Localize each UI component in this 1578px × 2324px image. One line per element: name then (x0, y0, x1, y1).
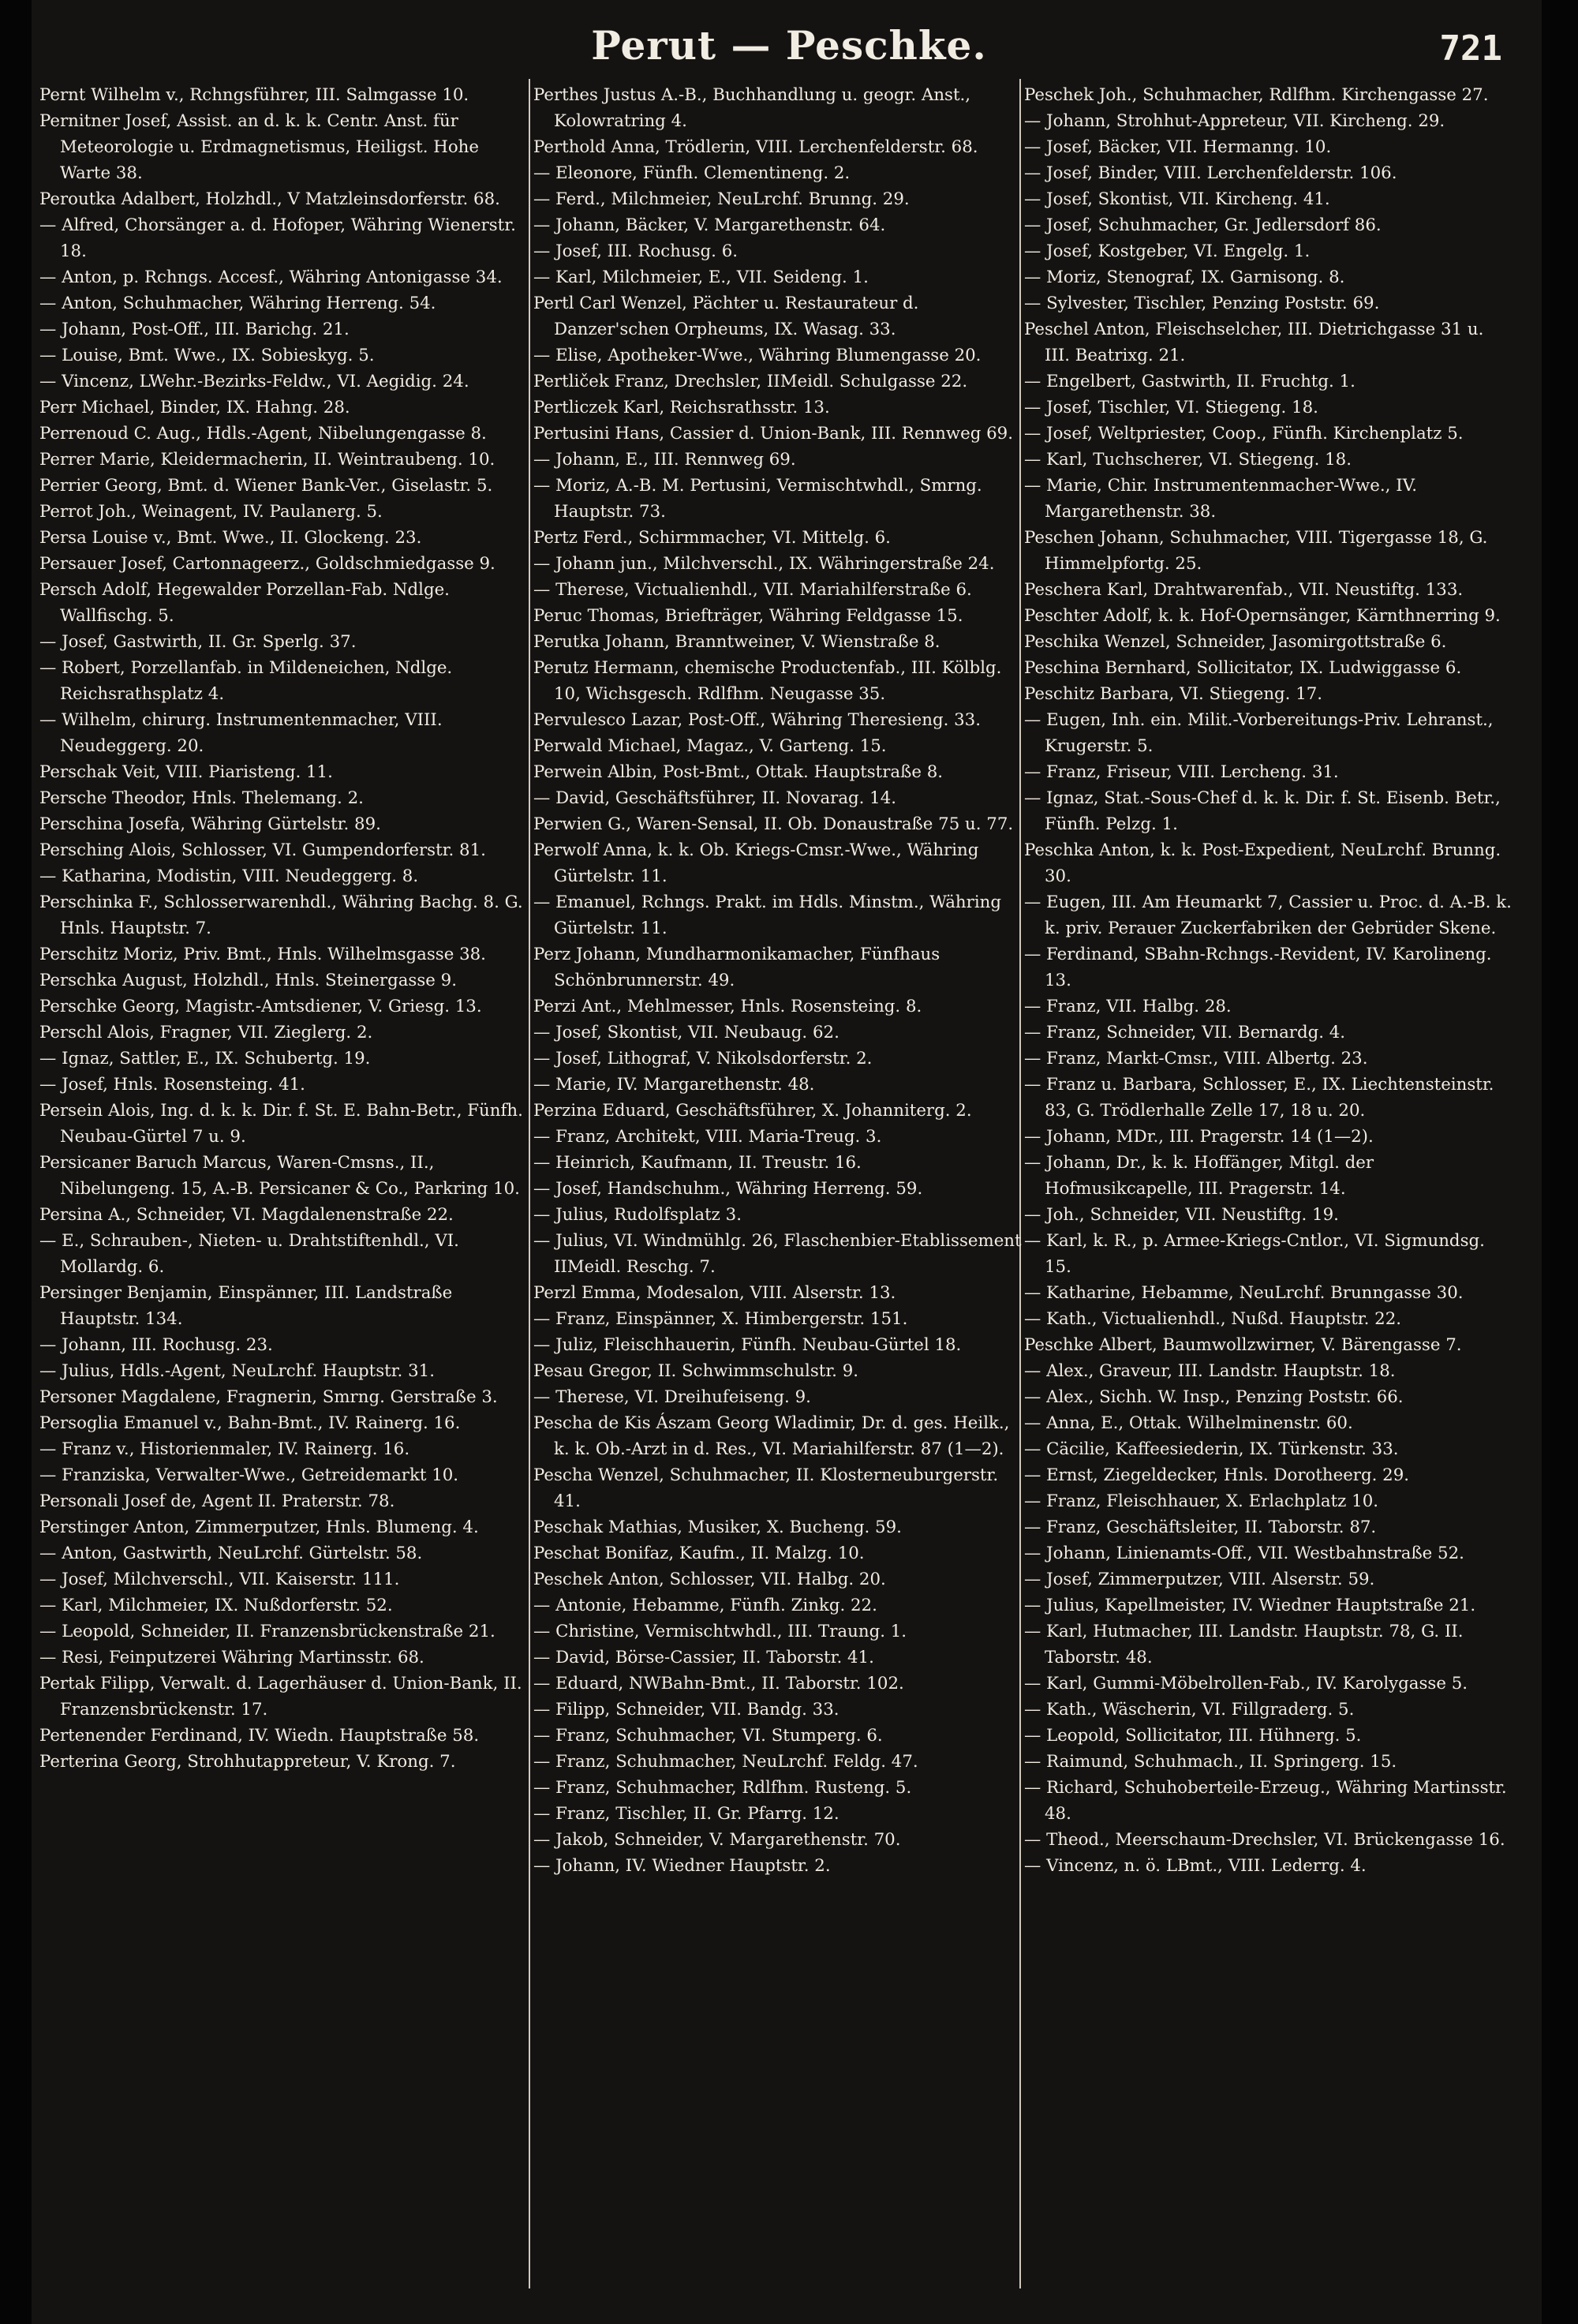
directory-entry: — Louise, Bmt. Wwe., IX. Sobieskyg. 5. (39, 346, 375, 365)
directory-entry: — Josef, Milchverschl., VII. Kaiserstr. 111. (39, 1570, 400, 1589)
directory-entry: — Franz, Geschäftsleiter, II. Taborstr. 87. (1024, 1518, 1377, 1537)
directory-entry: — Anna, E., Ottak. Wilhelminenstr. 60. (1024, 1413, 1353, 1433)
directory-entry: Pesau Gregor, II. Schwimmschulstr. 9. (533, 1361, 859, 1381)
directory-entry: Peschter Adolf, k. k. Hof-Opernsänger, Kärnthnerring 9. (1024, 606, 1501, 626)
directory-entry: — Josef, Binder, VIII. Lerchenfelderstr. 106. (1024, 163, 1397, 183)
directory-entry: — Franz u. Barbara, Schlosser, E., IX. Liechtensteinstr. 83, G. Trödlerhalle Zelle 17, 18 u. 20. (1024, 1075, 1494, 1121)
directory-entry: — Johann, E., III. Rennweg 69. (533, 450, 796, 470)
directory-entry: — Eugen, Inh. ein. Milit.-Vorbereitungs-Priv. Lehranst., Krugerstr. 5. (1024, 710, 1494, 756)
directory-entry: — David, Börse-Cassier, II. Taborstr. 41. (533, 1648, 874, 1667)
directory-entry: — Leopold, Schneider, II. Franzensbrückenstraße 21. (39, 1622, 495, 1641)
directory-entry: — Josef, Weltpriester, Coop., Fünfh. Kirchenplatz 5. (1024, 424, 1464, 443)
directory-entry: — Josef, Lithograf, V. Nikolsdorferstr. 2. (533, 1049, 873, 1068)
directory-entry: Peschen Johann, Schuhmacher, VIII. Tigergasse 18, G. Himmelpfortg. 25. (1024, 528, 1488, 574)
directory-entry: — Christine, Vermischtwhdl., III. Traung. 1. (533, 1622, 907, 1641)
directory-entry: — Franz, VII. Halbg. 28. (1024, 997, 1232, 1016)
directory-entry: — Eduard, NWBahn-Bmt., II. Taborstr. 102. (533, 1674, 904, 1693)
directory-entry: — Franz, Markt-Cmsr., VIII. Albertg. 23. (1024, 1049, 1368, 1068)
directory-entry: Perrer Marie, Kleidermacherin, II. Weintraubeng. 10. (39, 450, 495, 470)
directory-entry: — Sylvester, Tischler, Penzing Poststr. 69. (1024, 294, 1380, 313)
directory-entry: — Anton, Gastwirth, NeuLrchf. Gürtelstr. 58. (39, 1544, 423, 1563)
directory-entry: — Karl, Hutmacher, III. Landstr. Hauptstr. 78, G. II. Taborstr. 48. (1024, 1622, 1464, 1667)
page-header (0, 0, 1578, 79)
directory-entry: — Ferdinand, SBahn-Rchngs.-Revident, IV. Karolineng. 13. (1024, 945, 1492, 990)
directory-entry: Pertliček Franz, Drechsler, IIMeidl. Schulgasse 22. (533, 372, 968, 391)
page-number: 721 (1439, 28, 1502, 69)
directory-entry: — Julius, Hdls.-Agent, NeuLrchf. Hauptstr. 31. (39, 1361, 435, 1381)
directory-entry: Perthes Justus A.-B., Buchhandlung u. geogr. Anst., Kolowratring 4. (533, 85, 971, 131)
directory-column-2 (533, 82, 1023, 2292)
directory-entry: Pertak Filipp, Verwalt. d. Lagerhäuser d. Union-Bank, II. Franzensbrückenstr. 17. (39, 1674, 522, 1720)
directory-entry: — Leopold, Sollicitator, III. Hühnerg. 5. (1024, 1726, 1362, 1746)
directory-entry: Persching Alois, Schlosser, VI. Gumpendorferstr. 81. (39, 840, 486, 860)
directory-entry: — Juliz, Fleischhauerin, Fünfh. Neubau-Gürtel 18. (533, 1335, 962, 1355)
directory-entry: — Eugen, III. Am Heumarkt 7, Cassier u. Proc. d. A.-B. k. k. priv. Perauer Zuckerfabriken der Gebrüder Skene. (1024, 893, 1512, 938)
directory-column-3 (1024, 82, 1513, 2292)
directory-entry: Persein Alois, Ing. d. k. k. Dir. f. St. E. Bahn-Betr., Fünfh. Neubau-Gürtel 7 u. 9. (39, 1101, 523, 1147)
directory-entry: — Cäcilie, Kaffeesiederin, IX. Türkenstr. 33. (1024, 1439, 1399, 1459)
directory-entry: — Theod., Meerschaum-Drechsler, VI. Brückengasse 16. (1024, 1830, 1505, 1850)
directory-entry: — Resi, Feinputzerei Währing Martinsstr. 68. (39, 1648, 424, 1667)
directory-entry: Perschitz Moriz, Priv. Bmt., Hnls. Wilhelmsgasse 38. (39, 945, 486, 964)
directory-entry: Perwald Michael, Magaz., V. Garteng. 15. (533, 736, 887, 756)
directory-entry: Perutz Hermann, chemische Productenfab., III. Kölblg. 10, Wichsgesch. Rdlfhm. Neugasse 35. (533, 658, 1002, 704)
directory-entry: Personali Josef de, Agent II. Praterstr. 78. (39, 1491, 395, 1511)
directory-entry: Peruc Thomas, Briefträger, Währing Feldgasse 15. (533, 606, 963, 626)
directory-entry: — Johann, III. Rochusg. 23. (39, 1335, 273, 1355)
directory-entry: Perthold Anna, Trödlerin, VIII. Lerchenfelderstr. 68. (533, 137, 978, 157)
directory-entry: Perwien G., Waren-Sensal, II. Ob. Donaustraße 75 u. 77. (533, 814, 1014, 834)
directory-entry: Perwein Albin, Post-Bmt., Ottak. Hauptstraße 8. (533, 762, 944, 782)
directory-entry: — Julius, Rudolfsplatz 3. (533, 1205, 742, 1225)
directory-entry: — Joh., Schneider, VII. Neustiftg. 19. (1024, 1205, 1339, 1225)
directory-entry: — Josef, Kostgeber, VI. Engelg. 1. (1024, 241, 1311, 261)
directory-entry: — Katharina, Modistin, VIII. Neudeggerg. 8. (39, 866, 419, 886)
directory-entry: — Johann, Linienamts-Off., VII. Westbahnstraße 52. (1024, 1544, 1464, 1563)
directory-entry: Perzi Ant., Mehlmesser, Hnls. Rosensteing. 8. (533, 997, 922, 1016)
directory-entry: — Vincenz, LWehr.-Bezirks-Feldw., VI. Aegidig. 24. (39, 372, 469, 391)
directory-entry: — Alex., Sichh. W. Insp., Penzing Poststr. 66. (1024, 1387, 1404, 1407)
directory-entry: Pernt Wilhelm v., Rchngsführer, III. Salmgasse 10. (39, 85, 469, 105)
directory-entry: — Ignaz, Sattler, E., IX. Schubertg. 19. (39, 1049, 371, 1068)
directory-entry: — Ferd., Milchmeier, NeuLrchf. Brunng. 29. (533, 189, 910, 209)
directory-entry: Persoglia Emanuel v., Bahn-Bmt., IV. Rainerg. 16. (39, 1413, 461, 1433)
directory-entry: — Alex., Graveur, III. Landstr. Hauptstr. 18. (1024, 1361, 1396, 1381)
directory-entry: Persch Adolf, Hegewalder Porzellan-Fab. Ndlge. Wallfischg. 5. (39, 580, 450, 626)
directory-entry: — Robert, Porzellanfab. in Mildeneichen, Ndlge. Reichsrathsplatz 4. (39, 658, 453, 704)
directory-entry: — Johann jun., Milchverschl., IX. Währingerstraße 24. (533, 554, 995, 574)
directory-entry: — Franziska, Verwalter-Wwe., Getreidemarkt 10. (39, 1465, 459, 1485)
directory-entry: Perschke Georg, Magistr.-Amtsdiener, V. Griesg. 13. (39, 997, 482, 1016)
directory-entry: — Katharine, Hebamme, NeuLrchf. Brunngasse 30. (1024, 1283, 1464, 1303)
directory-entry: — Ernst, Ziegeldecker, Hnls. Dorotheerg. 29. (1024, 1465, 1410, 1485)
directory-entry: — Moriz, A.-B. M. Pertusini, Vermischtwhdl., Smrng. Hauptstr. 73. (533, 476, 982, 522)
directory-entry: — Ignaz, Stat.-Sous-Chef d. k. k. Dir. f. St. Eisenb. Betr., Fünfh. Pelzg. 1. (1024, 788, 1501, 834)
directory-entry: — Josef, Handschuhm., Währing Herreng. 59. (533, 1179, 923, 1199)
directory-entry: Persicaner Baruch Marcus, Waren-Cmsns., II., Nibelungeng. 15, A.-B. Persicaner & Co., Parkring 10. (39, 1153, 520, 1199)
directory-entry: — Marie, IV. Margarethenstr. 48. (533, 1075, 815, 1095)
directory-entry: — Karl, Milchmeier, E., VII. Seideng. 1. (533, 268, 869, 287)
directory-entry: Peschera Karl, Drahtwarenfab., VII. Neustiftg. 133. (1024, 580, 1464, 600)
directory-entry: — Antonie, Hebamme, Fünfh. Zinkg. 22. (533, 1596, 877, 1615)
directory-entry: Pertenender Ferdinand, IV. Wiedn. Hauptstraße 58. (39, 1726, 480, 1746)
directory-entry: — Franz v., Historienmaler, IV. Rainerg. 16. (39, 1439, 410, 1459)
directory-entry: Perschl Alois, Fragner, VII. Zieglerg. 2. (39, 1023, 373, 1042)
directory-entry: — Julius, VI. Windmühlg. 26, Flaschenbier-Etablissement IIMeidl. Reschg. 7. (533, 1231, 1022, 1277)
directory-entry: Perz Johann, Mundharmonikamacher, Fünfhaus Schönbrunnerstr. 49. (533, 945, 940, 990)
directory-entry: — Johann, Strohhut-Appreteur, VII. Kircheng. 29. (1024, 111, 1445, 131)
directory-entry: — Jakob, Schneider, V. Margarethenstr. 70. (533, 1830, 901, 1850)
directory-entry: — E., Schrauben-, Nieten- u. Drahtstiftenhdl., VI. Mollardg. 6. (39, 1231, 459, 1277)
directory-entry: Pervulesco Lazar, Post-Off., Währing Theresieng. 33. (533, 710, 981, 730)
directory-entry: Peschat Bonifaz, Kaufm., II. Malzg. 10. (533, 1544, 865, 1563)
directory-entry: — David, Geschäftsführer, II. Novarag. 14. (533, 788, 897, 808)
directory-entry: — Kath., Wäscherin, VI. Fillgraderg. 5. (1024, 1700, 1355, 1720)
directory-entry: — Johann, Post-Off., III. Barichg. 21. (39, 320, 350, 339)
directory-entry: — Johann, Dr., k. k. Hoffänger, Mitgl. der Hofmusikcapelle, III. Pragerstr. 14. (1024, 1153, 1374, 1199)
directory-entry: — Josef, Schuhmacher, Gr. Jedlersdorf 86. (1024, 215, 1382, 235)
directory-entry: Pernitner Josef, Assist. an d. k. k. Centr. Anst. für Meteorologie u. Erdmagnetismus, Heiligst. Hohe Warte 38. (39, 111, 479, 183)
directory-entry: Pertl Carl Wenzel, Pächter u. Restaurateur d. Danzer'schen Orpheums, IX. Wasag. 33. (533, 294, 919, 339)
directory-entry: — Therese, Victualienhdl., VII. Mariahilferstraße 6. (533, 580, 972, 600)
directory-entry: — Franz, Tischler, II. Gr. Pfarrg. 12. (533, 1804, 839, 1824)
directory-entry: Perrot Joh., Weinagent, IV. Paulanerg. 5. (39, 502, 383, 522)
scan-right-edge (1542, 0, 1578, 2324)
directory-entry: Peschke Albert, Baumwollzwirner, V. Bärengasse 7. (1024, 1335, 1462, 1355)
directory-entry: — Wilhelm, chirurg. Instrumentenmacher, VIII. Neudeggerg. 20. (39, 710, 443, 756)
directory-entry: Perr Michael, Binder, IX. Hahng. 28. (39, 398, 350, 417)
directory-entry: Peschka Anton, k. k. Post-Expedient, NeuLrchf. Brunng. 30. (1024, 840, 1501, 886)
directory-entry: Peschina Bernhard, Sollicitator, IX. Ludwiggasse 6. (1024, 658, 1462, 678)
directory-entry: — Marie, Chir. Instrumentenmacher-Wwe., IV. Margarethenstr. 38. (1024, 476, 1418, 522)
directory-entry: — Franz, Architekt, VIII. Maria-Treug. 3. (533, 1127, 882, 1147)
directory-entry: — Elise, Apotheker-Wwe., Währing Blumengasse 20. (533, 346, 982, 365)
directory-entry: Pescha de Kis Ászam Georg Wladimir, Dr. d. ges. Heilk., k. k. Ob.-Arzt in d. Res., VI. Mariahilferstr. 87 (1—2). (533, 1413, 1010, 1459)
directory-entry: Perrier Georg, Bmt. d. Wiener Bank-Ver., Giselastr. 5. (39, 476, 493, 496)
directory-entry: — Engelbert, Gastwirth, II. Fruchtg. 1. (1024, 372, 1356, 391)
directory-entry: Perwolf Anna, k. k. Ob. Kriegs-Cmsr.-Wwe., Währing Gürtelstr. 11. (533, 840, 979, 886)
directory-entry: — Anton, Schuhmacher, Währing Herreng. 54. (39, 294, 436, 313)
directory-entry: — Karl, Milchmeier, IX. Nußdorferstr. 52. (39, 1596, 393, 1615)
directory-entry: Pertusini Hans, Cassier d. Union-Bank, III. Rennweg 69. (533, 424, 1013, 443)
directory-entry: Perschak Veit, VIII. Piaristeng. 11. (39, 762, 333, 782)
directory-entry: — Josef, Gastwirth, II. Gr. Sperlg. 37. (39, 632, 357, 652)
directory-entry: — Franz, Einspänner, X. Himbergerstr. 151. (533, 1309, 908, 1329)
directory-entry: Perstinger Anton, Zimmerputzer, Hnls. Blumeng. 4. (39, 1518, 479, 1537)
directory-entry: Perschka August, Holzhdl., Hnls. Steinergasse 9. (39, 971, 457, 990)
directory-entry: — Johann, MDr., III. Pragerstr. 14 (1—2). (1024, 1127, 1374, 1147)
directory-entry: — Kath., Victualienhdl., Nußd. Hauptstr. 22. (1024, 1309, 1402, 1329)
directory-entry: — Moriz, Stenograf, IX. Garnisong. 8. (1024, 268, 1345, 287)
directory-entry: Persauer Josef, Cartonnageerz., Goldschmiedgasse 9. (39, 554, 495, 574)
directory-entry: — Franz, Fleischhauer, X. Erlachplatz 10. (1024, 1491, 1379, 1511)
directory-entry: — Franz, Friseur, VIII. Lercheng. 31. (1024, 762, 1339, 782)
directory-entry: — Karl, Tuchscherer, VI. Stiegeng. 18. (1024, 450, 1352, 470)
directory-entry: — Anton, p. Rchngs. Accesf., Währing Antonigasse 34. (39, 268, 503, 287)
directory-entry: Peschek Joh., Schuhmacher, Rdlfhm. Kirchengasse 27. (1024, 85, 1489, 105)
running-title: Perut — Peschke. (591, 22, 987, 69)
directory-entry: — Josef, Hnls. Rosensteing. 41. (39, 1075, 305, 1095)
directory-column-1 (39, 82, 529, 2292)
directory-entry: Personer Magdalene, Fragnerin, Smrng. Gerstraße 3. (39, 1387, 498, 1407)
directory-entry: Persa Louise v., Bmt. Wwe., II. Glockeng. 23. (39, 528, 422, 548)
directory-entry: — Josef, III. Rochusg. 6. (533, 241, 739, 261)
directory-entry: Pescha Wenzel, Schuhmacher, II. Klosterneuburgerstr. 41. (533, 1465, 999, 1511)
directory-entry: — Josef, Tischler, VI. Stiegeng. 18. (1024, 398, 1318, 417)
directory-entry: — Therese, VI. Dreihufeiseng. 9. (533, 1387, 811, 1407)
directory-entry: Perschina Josefa, Währing Gürtelstr. 89. (39, 814, 381, 834)
directory-entry: Perzina Eduard, Geschäftsführer, X. Johanniterg. 2. (533, 1101, 972, 1121)
directory-entry: Peschak Mathias, Musiker, X. Bucheng. 59. (533, 1518, 902, 1537)
directory-entry: — Josef, Skontist, VII. Kircheng. 41. (1024, 189, 1330, 209)
directory-entry: Peschel Anton, Fleischselcher, III. Dietrichgasse 31 u. III. Beatrixg. 21. (1024, 320, 1484, 365)
directory-entry: Peschika Wenzel, Schneider, Jasomirgottstraße 6. (1024, 632, 1447, 652)
directory-entry: — Heinrich, Kaufmann, II. Treustr. 16. (533, 1153, 862, 1173)
directory-entry: Persche Theodor, Hnls. Thelemang. 2. (39, 788, 364, 808)
directory-entry: Peschek Anton, Schlosser, VII. Halbg. 20. (533, 1570, 886, 1589)
directory-entry: — Josef, Skontist, VII. Neubaug. 62. (533, 1023, 839, 1042)
directory-entry: — Franz, Schuhmacher, NeuLrchf. Feldg. 47. (533, 1752, 918, 1772)
directory-entry: Perzl Emma, Modesalon, VIII. Alserstr. 13. (533, 1283, 896, 1303)
directory-entry: — Josef, Zimmerputzer, VIII. Alserstr. 59. (1024, 1570, 1375, 1589)
directory-entry: — Johann, Bäcker, V. Margarethenstr. 64. (533, 215, 886, 235)
directory-entry: — Franz, Schuhmacher, Rdlfhm. Rusteng. 5. (533, 1778, 912, 1798)
directory-entry: — Filipp, Schneider, VII. Bandg. 33. (533, 1700, 839, 1720)
directory-entry: — Karl, Gummi-Möbelrollen-Fab., IV. Karolygasse 5. (1024, 1674, 1468, 1693)
directory-entry: — Eleonore, Fünfh. Clementineng. 2. (533, 163, 851, 183)
directory-entry: — Vincenz, n. ö. LBmt., VIII. Lederrg. 4. (1024, 1856, 1367, 1876)
directory-entry: — Franz, Schuhmacher, VI. Stumperg. 6. (533, 1726, 883, 1746)
directory-entry: Pertliczek Karl, Reichsrathsstr. 13. (533, 398, 830, 417)
directory-entry: Pertz Ferd., Schirmmacher, VI. Mittelg. 6. (533, 528, 891, 548)
directory-entry: Perrenoud C. Aug., Hdls.-Agent, Nibelungengasse 8. (39, 424, 487, 443)
directory-entry: Persinger Benjamin, Einspänner, III. Landstraße Hauptstr. 134. (39, 1283, 453, 1329)
directory-entry: — Emanuel, Rchngs. Prakt. im Hdls. Minstm., Währing Gürtelstr. 11. (533, 893, 1001, 938)
scan-left-edge (0, 0, 32, 2324)
directory-entry: Peroutka Adalbert, Holzhdl., V Matzleinsdorferstr. 68. (39, 189, 500, 209)
directory-entry: — Julius, Kapellmeister, IV. Wiedner Hauptstraße 21. (1024, 1596, 1476, 1615)
directory-entry: — Raimund, Schuhmach., II. Springerg. 15. (1024, 1752, 1397, 1772)
directory-entry: Perterina Georg, Strohhutappreteur, V. Krong. 7. (39, 1752, 456, 1772)
directory-entry: — Johann, IV. Wiedner Hauptstr. 2. (533, 1856, 831, 1876)
directory-entry: — Richard, Schuhoberteile-Erzeug., Währing Martinsstr. 48. (1024, 1778, 1507, 1824)
directory-entry: — Alfred, Chorsänger a. d. Hofoper, Währing Wienerstr. 18. (39, 215, 516, 261)
directory-entry: — Josef, Bäcker, VII. Hermanng. 10. (1024, 137, 1332, 157)
column-divider (529, 79, 530, 2288)
directory-entry: — Franz, Schneider, VII. Bernardg. 4. (1024, 1023, 1346, 1042)
directory-entry: Persina A., Schneider, VI. Magdalenenstraße 22. (39, 1205, 454, 1225)
directory-entry: Peschitz Barbara, VI. Stiegeng. 17. (1024, 684, 1323, 704)
directory-entry: Perschinka F., Schlosserwarenhdl., Währing Bachg. 8. G. Hnls. Hauptstr. 7. (39, 893, 523, 938)
directory-entry: — Karl, k. R., p. Armee-Kriegs-Cntlor., VI. Sigmundsg. 15. (1024, 1231, 1485, 1277)
directory-entry: Perutka Johann, Branntweiner, V. Wienstraße 8. (533, 632, 940, 652)
